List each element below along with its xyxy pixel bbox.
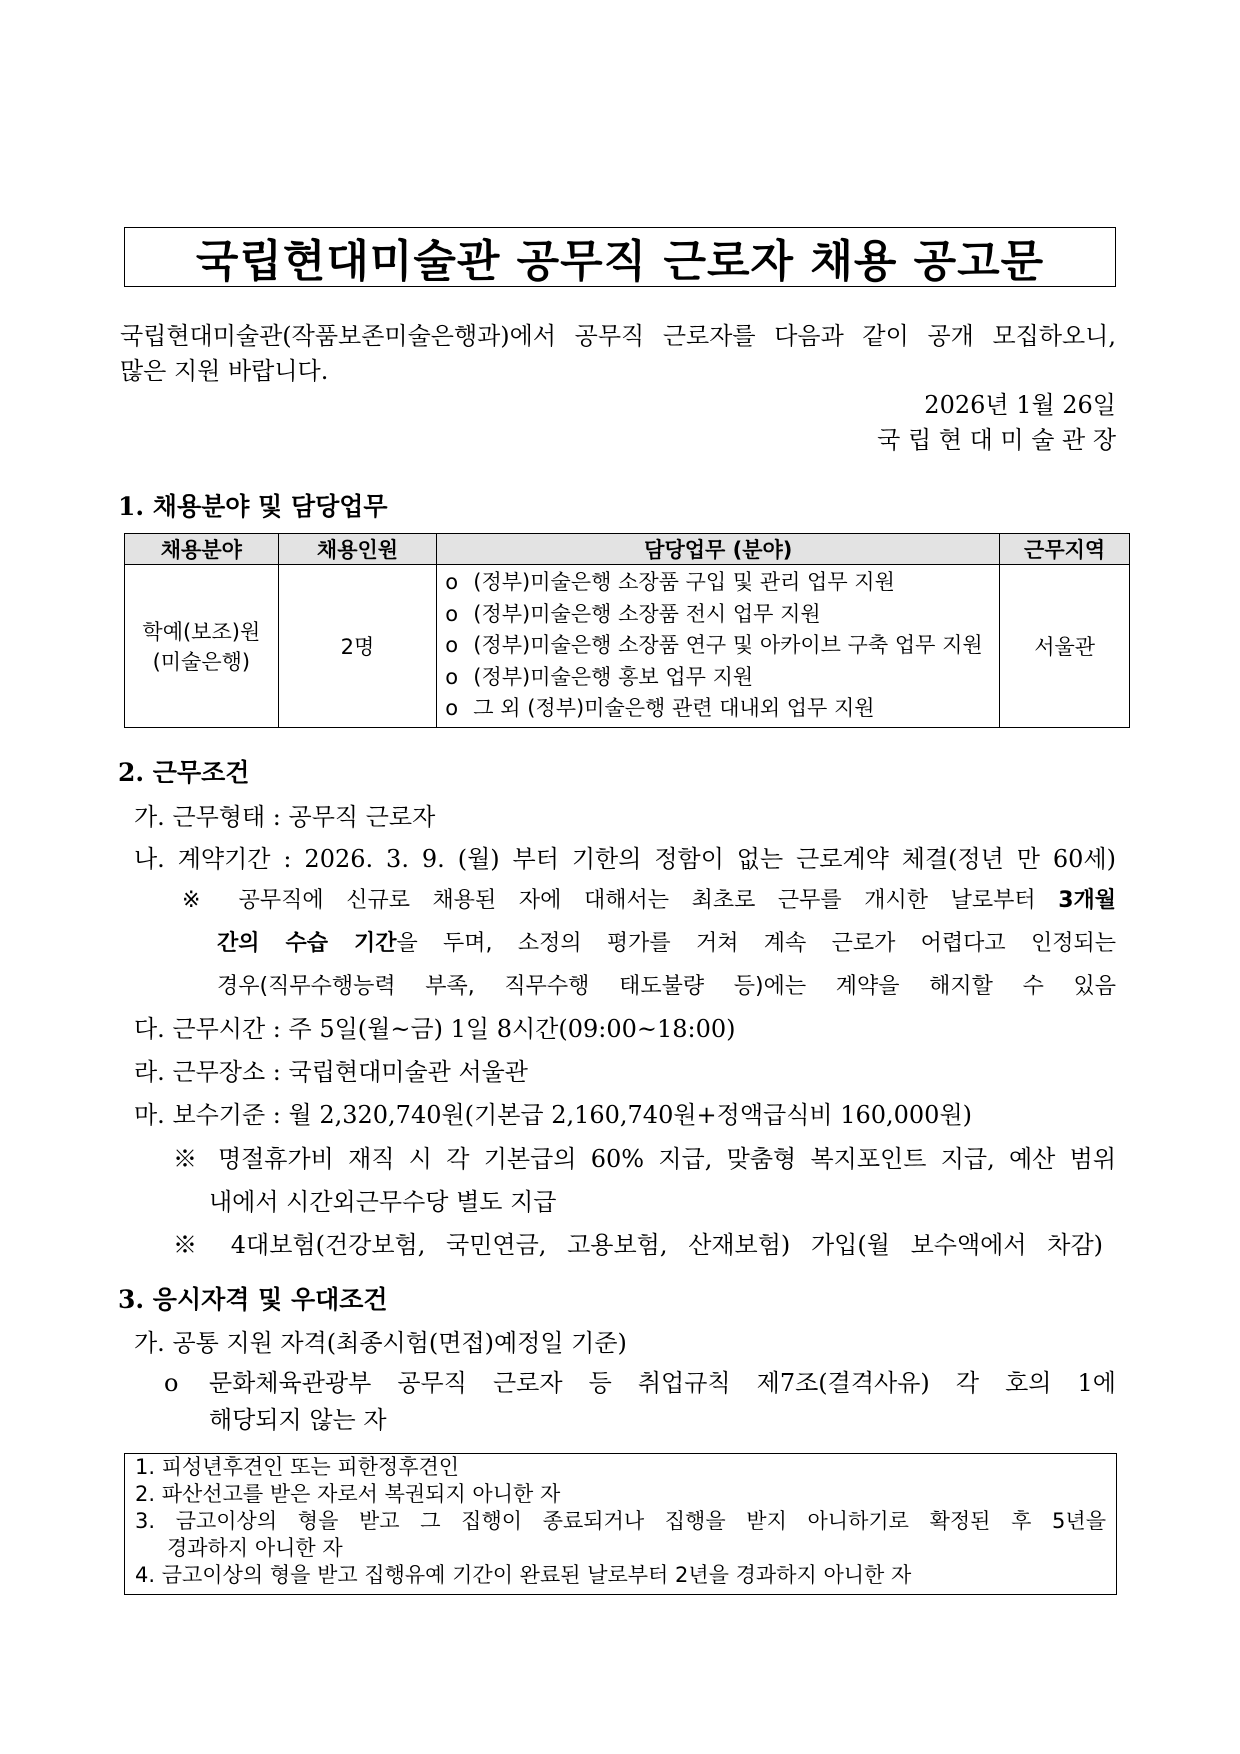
section-3-heading: 3. 응시자격 및 우대조건 bbox=[118, 1285, 388, 1314]
salary-note-1-line-1: ※ 명절휴가비 재직 시 각 기본급의 60% 지급, 맞춤형 복지포인트 지급, 예산 범위 bbox=[173, 1145, 1116, 1173]
cell-duties bbox=[437, 565, 1000, 728]
bullet-icon: o bbox=[445, 601, 459, 626]
table-row bbox=[125, 565, 1130, 728]
duty-item: o (정부)미술은행 소장품 구입 및 관리 업무 지원 bbox=[445, 567, 991, 599]
bullet-icon: o bbox=[445, 633, 459, 657]
work-hours: 다. 근무시간 : 주 5일(월~금) 1일 8시간(09:00~18:00) bbox=[134, 1015, 736, 1043]
disqualification-box bbox=[124, 1453, 1117, 1595]
header-duties: 담당업무 (분야) bbox=[437, 534, 1000, 565]
section-1-heading: 1. 채용분야 및 담당업무 bbox=[118, 492, 388, 521]
probation-note-line-1: ※ 공무직에 신규로 채용된 자에 대해서는 최초로 근무를 개시한 날로부터 3개월 bbox=[182, 888, 1117, 913]
salary-note-1-line-2: 내에서 시간외근무수당 별도 지급 bbox=[209, 1188, 557, 1216]
header-field: 채용분야 bbox=[125, 534, 279, 565]
disqualification-item-continued: 경과하지 아니한 자 bbox=[167, 1536, 343, 1560]
salary: 마. 보수기준 : 월 2,320,740원(기본급 2,160,740원+정액급식비 160,000원) bbox=[134, 1101, 972, 1129]
bullet-icon: o bbox=[445, 664, 459, 689]
table-header-row bbox=[125, 534, 1130, 565]
duty-item: o (정부)미술은행 홍보 업무 지원 bbox=[445, 662, 991, 694]
note-mark: ※ bbox=[182, 888, 217, 913]
field-subname: (미술은행) bbox=[152, 649, 251, 674]
header-count: 채용인원 bbox=[278, 534, 437, 565]
bullet-icon: o bbox=[164, 1369, 179, 1397]
common-qualification: 가. 공통 지원 자격(최종시험(면접)예정일 기준) bbox=[134, 1329, 627, 1357]
issuer-signature: 국 립 현 대 미 술 관 장 bbox=[877, 426, 1116, 454]
field-name: 학예(보조)원 bbox=[142, 619, 261, 644]
cell-count: 2명 bbox=[278, 565, 437, 728]
disqualification-item: 2. 파산선고를 받은 자로서 복권되지 아니한 자 bbox=[135, 1482, 561, 1506]
intro-line-1: 국립현대미술관(작품보존미술은행과)에서 공무직 근로자를 다음과 같이 공개 모집하오니, bbox=[120, 322, 1116, 350]
duty-item: o (정부)미술은행 소장품 전시 업무 지원 bbox=[445, 599, 991, 631]
intro-line-2: 많은 지원 바랍니다. bbox=[120, 357, 329, 385]
section-2-heading: 2. 근무조건 bbox=[118, 758, 250, 787]
cell-region: 서울관 bbox=[1000, 565, 1130, 728]
page-title: 국립현대미술관 공무직 근로자 채용 공고문 bbox=[195, 236, 1045, 287]
duty-item: o 그 외 (정부)미술은행 관련 대내외 업무 지원 bbox=[445, 693, 991, 725]
qualification-item-line-1: 문화체육관광부 공무직 근로자 등 취업규칙 제7조(결격사유) 각 호의 1에 bbox=[209, 1369, 1116, 1397]
header-region: 근무지역 bbox=[1000, 534, 1130, 565]
title-box bbox=[124, 227, 1116, 287]
qualification-item-line-2: 해당되지 않는 자 bbox=[209, 1406, 387, 1434]
probation-note-line-3: 경우(직무수행능력 부족, 직무수행 태도불량 등)에는 계약을 해지할 수 있음 bbox=[217, 974, 1116, 999]
duty-item: o (정부)미술은행 소장품 연구 및 아카이브 구축 업무 지원 bbox=[445, 630, 991, 662]
work-type: 가. 근무형태 : 공무직 근로자 bbox=[134, 803, 436, 831]
contract-period: 나. 계약기간 : 2026. 3. 9. (월) 부터 기한의 정함이 없는 근로계약 체결(정년 만 60세) bbox=[134, 845, 1116, 873]
salary-note-2: ※ 4대보험(건강보험, 국민연금, 고용보험, 산재보험) 가입(월 보수액에서 차감) bbox=[173, 1231, 1103, 1259]
bullet-icon: o bbox=[445, 696, 459, 720]
probation-note-line-2: 간의 수습 기간을 두며, 소정의 평가를 거쳐 계속 근로가 어렵다고 인정되는 bbox=[217, 931, 1116, 956]
announcement-date: 2026년 1월 26일 bbox=[924, 391, 1116, 419]
recruitment-table bbox=[124, 533, 1130, 728]
work-place: 라. 근무장소 : 국립현대미술관 서울관 bbox=[134, 1058, 528, 1086]
bullet-icon: o bbox=[445, 570, 459, 594]
disqualification-item: 1. 피성년후견인 또는 피한정후견인 bbox=[135, 1455, 460, 1479]
disqualification-item: 4. 금고이상의 형을 받고 집행유예 기간이 완료된 날로부터 2년을 경과하지 아니한 자 bbox=[135, 1563, 912, 1587]
cell-field bbox=[125, 565, 279, 728]
disqualification-item: 3. 금고이상의 형을 받고 그 집행이 종료되거나 집행을 받지 아니하기로 확정된 후 5년을 bbox=[135, 1509, 1106, 1533]
